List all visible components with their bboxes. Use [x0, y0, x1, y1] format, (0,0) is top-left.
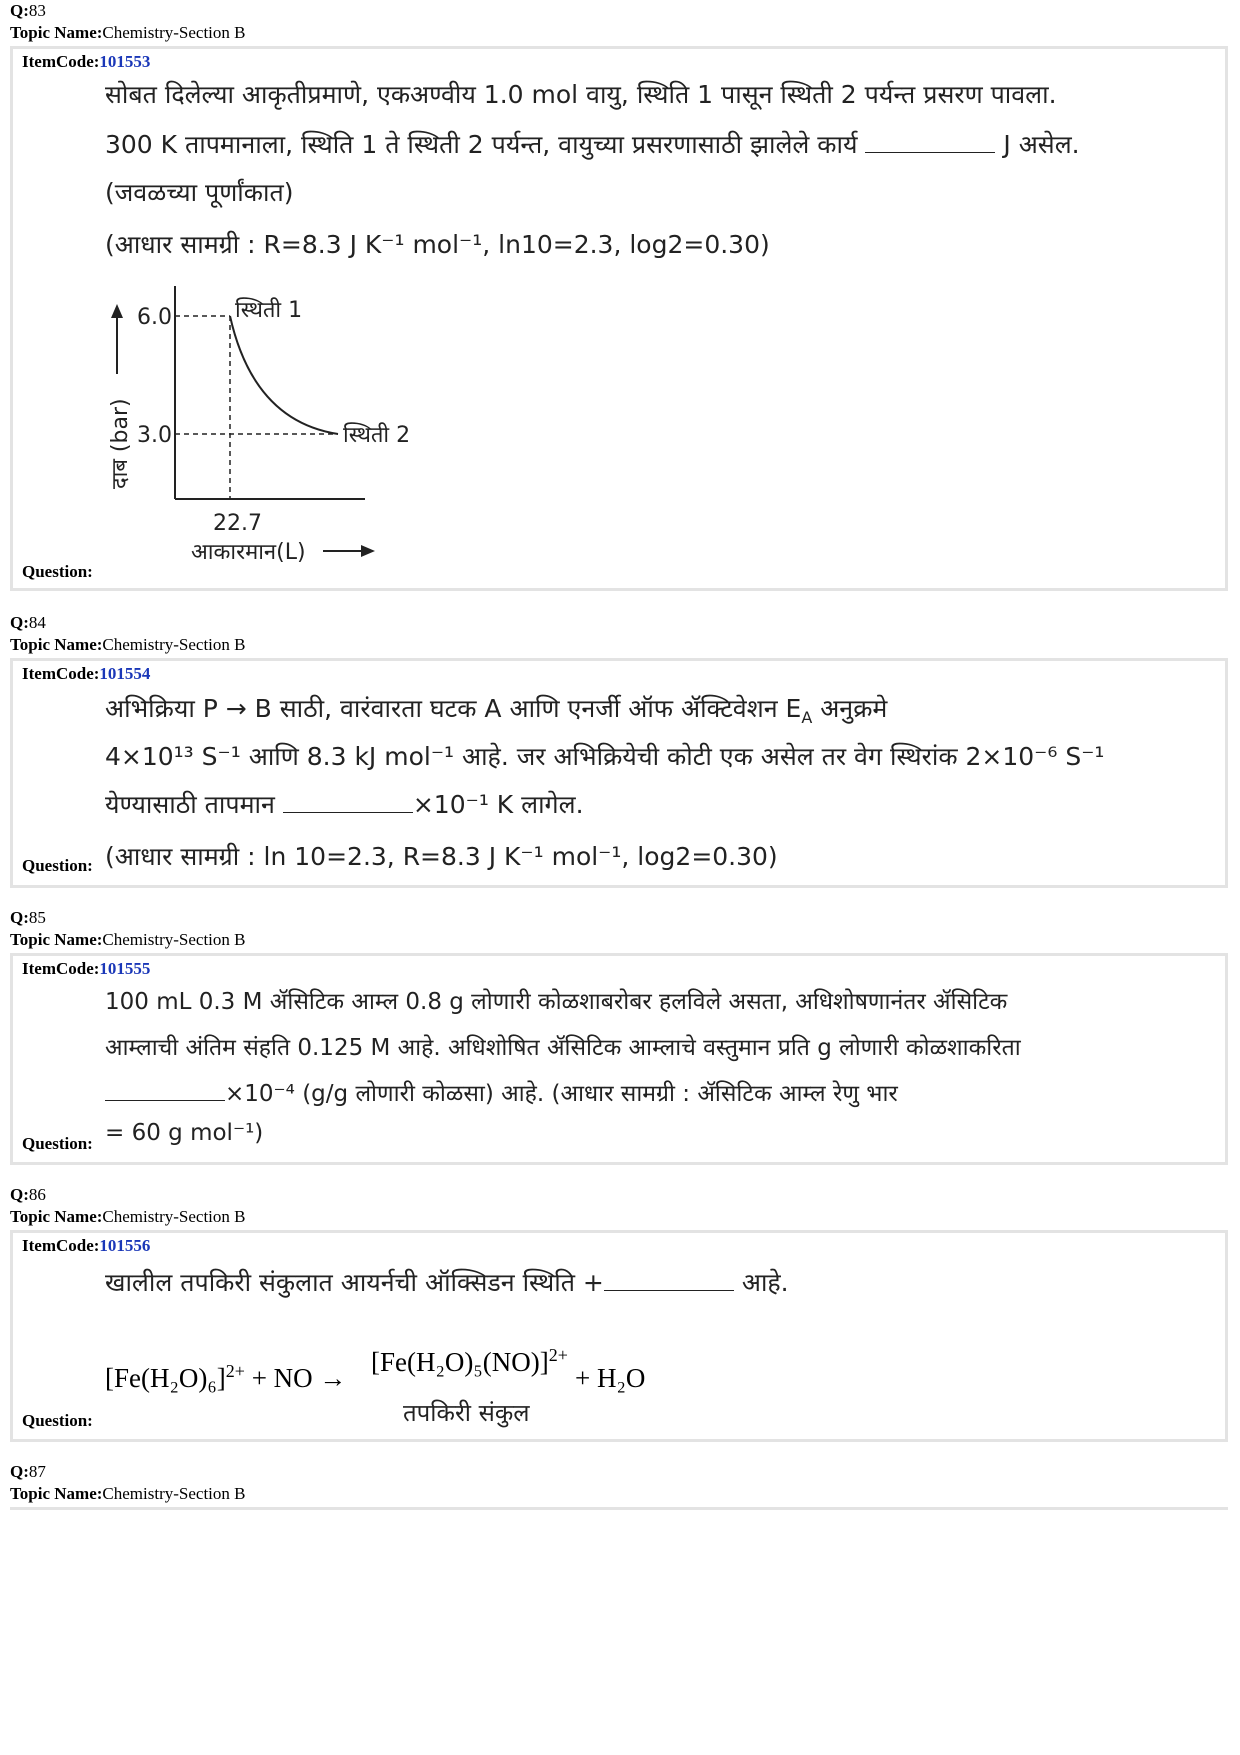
- itemcode-value: 101556: [99, 1236, 151, 1255]
- itemcode-value: 101555: [99, 959, 151, 978]
- q-number: 84: [28, 613, 46, 632]
- q83-text-line2: 300 K तापमानाला, स्थिति 1 ते स्थिती 2 पर्यन्त, वायुच्या प्रसरणासाठी झालेले कार्य J असेल.: [105, 130, 1080, 159]
- answer-blank: [283, 792, 413, 813]
- product-charge: 2+: [548, 1345, 568, 1365]
- q85-text-line3: ×10⁻⁴ (g/g लोणारी कोळसा) आहे. (आधार सामग्री : ॲसिटिक आम्ल रेणु भार: [105, 1076, 898, 1108]
- water-product: + H₂O: [575, 1363, 646, 1393]
- y-tick-3: 3.0: [137, 423, 172, 448]
- question-83-header: [10, 0, 1230, 44]
- itemcode-value: 101554: [99, 664, 151, 683]
- pressure-volume-graph: [93, 274, 433, 574]
- question-85-header: Q:85 Topic Name:Chemistry-Section B: [10, 908, 246, 949]
- x-axis-title: आकारमान(L): [191, 540, 306, 565]
- topic-name: Chemistry-Section B: [102, 23, 246, 42]
- topic-name: Chemistry-Section B: [102, 1484, 246, 1503]
- q86-text-line1: खालील तपकिरी संकुलात आयर्नची ऑक्सिडन स्थिति + आहे.: [105, 1268, 789, 1297]
- itemcode: ItemCode:101553: [22, 52, 151, 71]
- reaction-equation: [105, 1361, 346, 1394]
- q-number: 87: [28, 1462, 46, 1481]
- q-number: 83: [28, 1, 46, 20]
- question-84-header: Q:84 Topic Name:Chemistry-Section B: [10, 613, 246, 654]
- question-label: Question:: [22, 562, 93, 581]
- itemcode-value: 101553: [99, 52, 151, 71]
- answer-blank: [865, 132, 995, 153]
- itemcode: ItemCode:101555: [22, 959, 151, 978]
- reactant-charge: 2+: [225, 1361, 245, 1381]
- topic-name: Chemistry-Section B: [102, 635, 246, 654]
- brown-complex-caption: तपकिरी संकुल: [403, 1399, 530, 1427]
- product-complex: [371, 1345, 568, 1378]
- q85-text-line1: 100 mL 0.3 M ॲसिटिक आम्ल 0.8 g लोणारी कोळशाबरोबर हलविले असता, अधिशोषणानंतर ॲसिटिक: [105, 989, 1008, 1015]
- question-86-header: Q:86 Topic Name:Chemistry-Section B: [10, 1185, 246, 1226]
- q83-text-line3: (जवळच्या पूर्णांकात): [105, 178, 294, 207]
- q84-text-line4: (आधार सामग्री : ln 10=2.3, R=8.3 J K⁻¹ mol⁻¹, log2=0.30): [105, 842, 778, 871]
- question-label: Question:: [22, 1134, 93, 1153]
- isotherm-curve: [230, 316, 338, 434]
- q83-text-line1: सोबत दिलेल्या आकृतीप्रमाणे, एकअण्वीय 1.0 mol वायु, स्थिति 1 पासून स्थिती 2 पर्यन्त प्रसरण पावला.: [105, 80, 1057, 109]
- q84-text-line1: अभिक्रिया P → B साठी, वारंवारता घटक A आणि एनर्जी ऑफ ॲक्टिवेशन $E_A$ अनुक्रमे: [105, 694, 888, 727]
- x-tick-22-7: 22.7: [213, 511, 262, 536]
- answer-blank: [105, 1080, 225, 1101]
- topic-name: Chemistry-Section B: [102, 1207, 246, 1226]
- question-83-box: [10, 46, 1228, 591]
- q-number: 85: [28, 908, 46, 927]
- state-1-label: स्थिती 1: [235, 298, 303, 323]
- plus-no: + NO →: [251, 1363, 347, 1393]
- y-tick-6: 6.0: [137, 305, 172, 330]
- question-85-box: [10, 953, 1228, 1165]
- q-number: 86: [28, 1185, 46, 1204]
- x-arrow-head: [361, 545, 375, 557]
- y-arrow-head: [111, 304, 123, 318]
- topic-name: Chemistry-Section B: [102, 930, 246, 949]
- q84-text-line3: येण्यासाठी तापमान ×10⁻¹ K लागेल.: [105, 790, 584, 819]
- product: [Fe(H₂O)₅(NO)]: [371, 1347, 549, 1377]
- q85-text-line4: = 60 g mol⁻¹): [105, 1120, 264, 1146]
- y-axis-title: दाब (bar): [108, 398, 133, 489]
- q83-text-line4: (आधार सामग्री : R=8.3 J K⁻¹ mol⁻¹, ln10=2.3, log2=0.30): [105, 230, 770, 259]
- state-2-label: स्थिती 2: [343, 423, 411, 448]
- question-label: Question:: [22, 856, 93, 875]
- q87-box-top-border: [10, 1507, 1228, 1510]
- question-87-header: Q:87 Topic Name:Chemistry-Section B: [10, 1462, 246, 1503]
- q85-text-line2: आम्लाची अंतिम संहति 0.125 M आहे. अधिशोषित ॲसिटिक आम्लाचे वस्तुमान प्रति g लोणारी कोळशाकरिता: [105, 1035, 1021, 1061]
- itemcode: ItemCode:101554: [22, 664, 151, 683]
- topic-label: Topic Name:: [10, 23, 103, 42]
- question-84-box: [10, 658, 1228, 888]
- q84-text-line2: 4×10¹³ S⁻¹ आणि 8.3 kJ mol⁻¹ आहे. जर अभिक्रियेची कोटी एक असेल तर वेग स्थिरांक 2×10⁻⁶ S⁻¹: [105, 742, 1105, 771]
- answer-blank: [604, 1270, 734, 1291]
- question-label: Question:: [22, 1411, 93, 1430]
- q-label: Q:: [10, 1, 29, 20]
- itemcode: ItemCode:101556: [22, 1236, 151, 1255]
- reactant: [Fe(H₂O)₆]: [105, 1363, 226, 1393]
- question-86-box: [10, 1230, 1228, 1442]
